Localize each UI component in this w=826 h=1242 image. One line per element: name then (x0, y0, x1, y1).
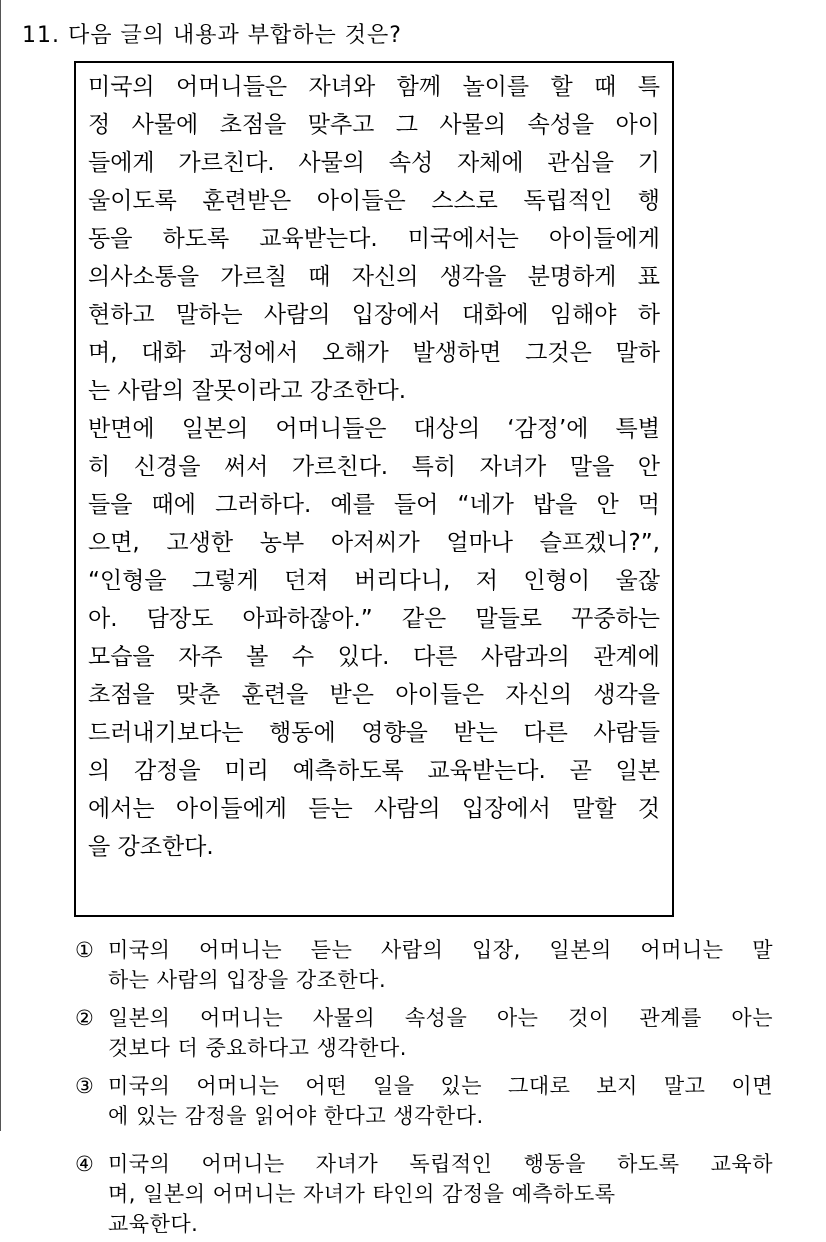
passage-line: 정 사물에 초점을 맞추고 그 사물의 속성을 아이 (88, 112, 660, 138)
question-header (22, 18, 402, 49)
passage-line: 의사소통을 가르칠 때 자신의 생각을 분명하게 표 (88, 264, 660, 290)
choice-text: 하는 사람의 입장을 강조한다. (108, 968, 387, 992)
passage-line: “인형을 그렇게 던져 버리다니, 저 인형이 울잖 (88, 568, 660, 594)
passage-line: 현하고 말하는 사람의 입장에서 대화에 임해야 하 (88, 302, 660, 328)
choice-marker: ③ (75, 1074, 95, 1098)
question-number: 11. (22, 23, 60, 48)
passage-line: 들에게 가르친다. 사물의 속성 자체에 관심을 기 (88, 150, 660, 176)
choice-marker: ② (75, 1006, 95, 1030)
page-left-border (0, 0, 1, 1131)
passage-line: 며, 대화 과정에서 오해가 발생하면 그것은 말하 (88, 340, 660, 366)
choice-text: 에 있는 감정을 읽어야 한다고 생각한다. (108, 1104, 484, 1128)
passage-line: 을 강조한다. (88, 834, 214, 860)
passage-line: 울이도록 훈련받은 아이들은 스스로 독립적인 행 (88, 188, 660, 214)
choice-text: 며, 일본의 어머니는 자녀가 타인의 감정을 예측하도록 (108, 1182, 616, 1206)
passage-line: 미국의 어머니들은 자녀와 함께 놀이를 할 때 특 (88, 74, 660, 100)
passage-line: 으면, 고생한 농부 아저씨가 얼마나 슬프겠니?”, (88, 530, 660, 556)
passage-line: 는 사람의 잘못이라고 강조한다. (88, 378, 407, 404)
choice-marker: ④ (75, 1152, 95, 1176)
choice-text: 미국의 어머니는 어떤 일을 있는 그대로 보지 말고 이면 (108, 1074, 773, 1098)
passage-line: 히 신경을 써서 가르친다. 특히 자녀가 말을 안 (88, 454, 660, 480)
passage-line: 모습을 자주 볼 수 있다. 다른 사람과의 관계에 (88, 644, 660, 670)
passage-line: 에서는 아이들에게 듣는 사람의 입장에서 말할 것 (88, 796, 660, 822)
passage-line: 반면에 일본의 어머니들은 대상의 ‘감정’에 특별 (88, 416, 660, 442)
choice-text: 미국의 어머니는 듣는 사람의 입장, 일본의 어머니는 말 (108, 938, 773, 962)
passage-line: 드러내기보다는 행동에 영향을 받는 다른 사람들 (88, 720, 660, 746)
choice-text: 것보다 더 중요하다고 생각한다. (108, 1036, 407, 1060)
passage-line: 아. 담장도 아파하잖아.” 같은 말들로 꾸중하는 (88, 606, 660, 632)
passage-line: 초점을 맞춘 훈련을 받은 아이들은 자신의 생각을 (88, 682, 660, 708)
passage-line: 의 감정을 미리 예측하도록 교육받는다. 곧 일본 (88, 758, 660, 784)
choice-text: 미국의 어머니는 자녀가 독립적인 행동을 하도록 교육하 (108, 1152, 773, 1176)
question-text: 다음 글의 내용과 부합하는 것은? (68, 23, 402, 48)
choice-text: 일본의 어머니는 사물의 속성을 아는 것이 관계를 아는 (108, 1006, 773, 1030)
choice-marker: ① (75, 938, 95, 962)
passage-line: 들을 때에 그러하다. 예를 들어 “네가 밥을 안 먹 (88, 492, 660, 518)
passage-box (74, 61, 674, 917)
passage-line: 동을 하도록 교육받는다. 미국에서는 아이들에게 (88, 226, 660, 252)
choice-text: 교육한다. (108, 1212, 199, 1236)
